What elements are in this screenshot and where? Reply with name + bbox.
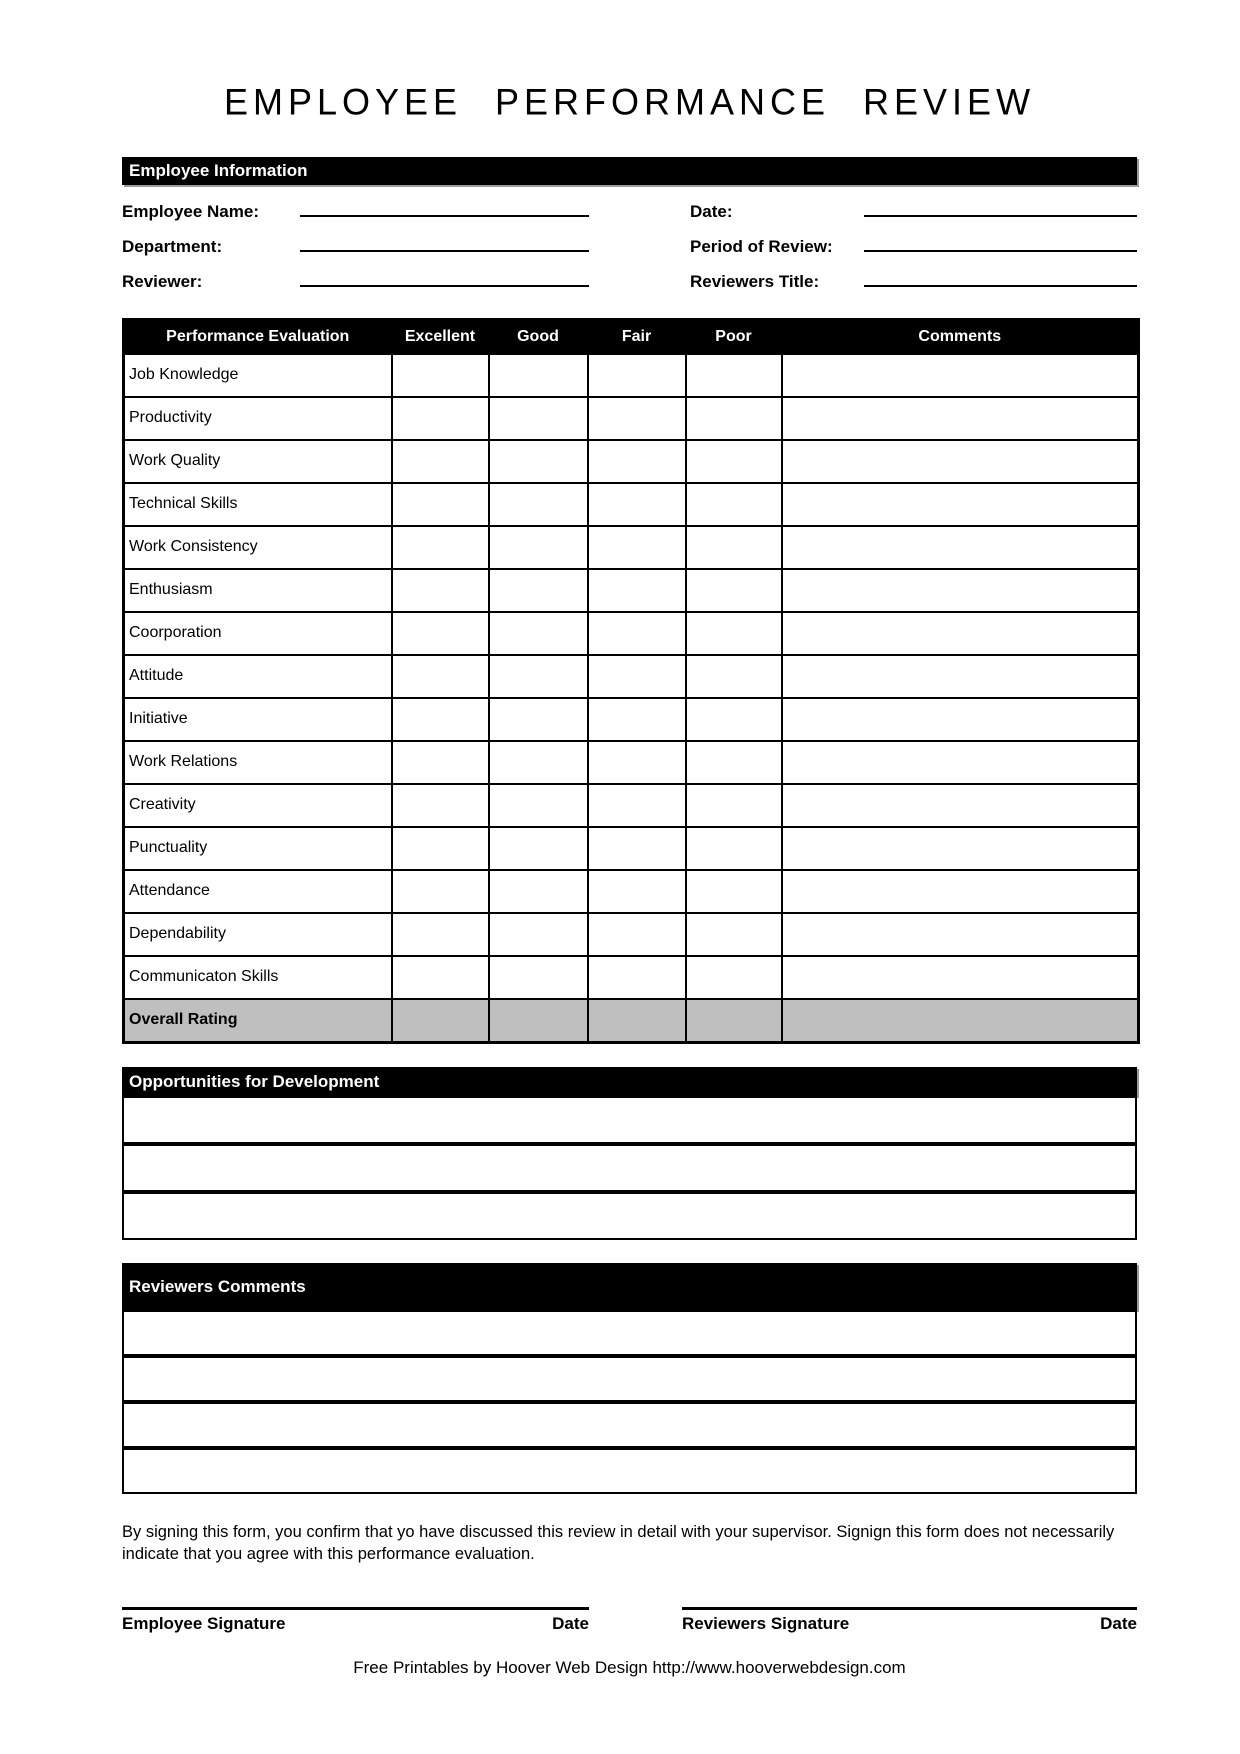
column-header-performance-evaluation: Performance Evaluation xyxy=(124,320,392,354)
row-label: Technical Skills xyxy=(124,483,392,526)
row-label: Creativity xyxy=(124,784,392,827)
comment-cell[interactable] xyxy=(782,655,1139,698)
row-label: Enthusiasm xyxy=(124,569,392,612)
reviewers-title-field xyxy=(690,272,1137,292)
rating-cell-poor[interactable] xyxy=(686,569,782,612)
column-header-poor: Poor xyxy=(686,320,782,354)
comment-cell[interactable] xyxy=(782,612,1139,655)
employee-name-field xyxy=(122,202,589,222)
signature-disclaimer: By signing this form, you confirm that yo have discussed this review in detail with your supervisor. Signign this form does not necessarily indicate that you agree with this performance evaluation. xyxy=(122,1523,1115,1563)
table-row xyxy=(124,483,1139,526)
table-row xyxy=(124,698,1139,741)
rating-cell-excellent[interactable] xyxy=(392,913,489,956)
employee-information-fields xyxy=(122,194,1137,299)
department-label: Department: xyxy=(122,236,223,256)
reviewers-comments-rows xyxy=(122,1310,1137,1494)
rating-cell-fair[interactable] xyxy=(588,440,686,483)
rating-cell-poor[interactable] xyxy=(686,999,782,1043)
table-row xyxy=(124,655,1139,698)
row-label: Coorporation xyxy=(124,612,392,655)
opportunities-header xyxy=(122,1067,1137,1096)
comment-cell[interactable] xyxy=(782,397,1139,440)
reviewer-signature-label: Reviewers Signature xyxy=(682,1614,850,1633)
rating-cell-excellent[interactable] xyxy=(392,397,489,440)
rating-cell-poor[interactable] xyxy=(686,827,782,870)
reviewer-field xyxy=(122,272,589,292)
rating-cell-good[interactable] xyxy=(489,569,588,612)
opportunities-row[interactable] xyxy=(122,1096,1137,1144)
rating-cell-excellent[interactable] xyxy=(392,784,489,827)
table-row xyxy=(124,440,1139,483)
rating-cell-fair[interactable] xyxy=(588,956,686,999)
rating-cell-poor[interactable] xyxy=(686,612,782,655)
column-header-fair: Fair xyxy=(588,320,686,354)
comment-cell[interactable] xyxy=(782,741,1139,784)
row-label: Attitude xyxy=(124,655,392,698)
row-label: Work Quality xyxy=(124,440,392,483)
rating-cell-good[interactable] xyxy=(489,440,588,483)
rating-cell-good[interactable] xyxy=(489,827,588,870)
rating-cell-fair[interactable] xyxy=(588,354,686,397)
period-of-review-line[interactable] xyxy=(864,250,1137,252)
date-label: Date: xyxy=(690,201,733,221)
comment-cell[interactable] xyxy=(782,440,1139,483)
row-label: Job Knowledge xyxy=(124,354,392,397)
department-line[interactable] xyxy=(300,250,589,252)
rating-cell-excellent[interactable] xyxy=(392,655,489,698)
row-label: Dependability xyxy=(124,913,392,956)
reviewer-signature-line[interactable] xyxy=(682,1607,1137,1610)
table-row xyxy=(124,741,1139,784)
rating-cell-fair[interactable] xyxy=(588,741,686,784)
comments-row[interactable] xyxy=(122,1356,1137,1402)
reviewer-signature-date-label: Date xyxy=(1100,1614,1137,1633)
rating-cell-good[interactable] xyxy=(489,397,588,440)
rating-cell-good[interactable] xyxy=(489,483,588,526)
reviewer-signature-block xyxy=(682,1607,1137,1634)
row-label: Work Relations xyxy=(124,741,392,784)
reviewers-title-line[interactable] xyxy=(864,285,1137,287)
rating-cell-excellent[interactable] xyxy=(392,440,489,483)
rating-cell-fair[interactable] xyxy=(588,526,686,569)
field-row xyxy=(122,194,1137,229)
performance-evaluation-table xyxy=(122,318,1140,1044)
rating-cell-fair[interactable] xyxy=(588,655,686,698)
table-row xyxy=(124,827,1139,870)
comment-cell[interactable] xyxy=(782,956,1139,999)
employee-name-line[interactable] xyxy=(300,215,589,217)
rating-cell-poor[interactable] xyxy=(686,526,782,569)
table-row xyxy=(124,397,1139,440)
rating-cell-fair[interactable] xyxy=(588,612,686,655)
column-header-comments: Comments xyxy=(782,320,1139,354)
reviewer-line[interactable] xyxy=(300,285,589,287)
rating-cell-fair[interactable] xyxy=(588,397,686,440)
comment-cell[interactable] xyxy=(782,526,1139,569)
rating-cell-good[interactable] xyxy=(489,956,588,999)
rating-cell-fair[interactable] xyxy=(588,870,686,913)
comment-cell[interactable] xyxy=(782,354,1139,397)
comment-cell[interactable] xyxy=(782,483,1139,526)
rating-cell-excellent[interactable] xyxy=(392,698,489,741)
rating-cell-poor[interactable] xyxy=(686,655,782,698)
opportunities-header-label: Opportunities for Development xyxy=(129,1071,380,1091)
comments-row[interactable] xyxy=(122,1448,1137,1494)
department-field xyxy=(122,237,589,257)
rating-cell-excellent[interactable] xyxy=(392,999,489,1043)
comment-cell[interactable] xyxy=(782,698,1139,741)
period-of-review-label: Period of Review: xyxy=(690,236,833,256)
rating-cell-poor[interactable] xyxy=(686,440,782,483)
row-label: Productivity xyxy=(124,397,392,440)
rating-cell-good[interactable] xyxy=(489,354,588,397)
rating-cell-excellent[interactable] xyxy=(392,612,489,655)
field-row xyxy=(122,229,1137,264)
table-row xyxy=(124,913,1139,956)
rating-cell-excellent[interactable] xyxy=(392,483,489,526)
employee-information-header xyxy=(122,157,1137,185)
rating-cell-excellent[interactable] xyxy=(392,827,489,870)
table-header-row xyxy=(124,320,1139,354)
row-label: Initiative xyxy=(124,698,392,741)
rating-cell-good[interactable] xyxy=(489,526,588,569)
employee-name-label: Employee Name: xyxy=(122,201,259,221)
comment-cell[interactable] xyxy=(782,870,1139,913)
reviewers-title-label: Reviewers Title: xyxy=(690,271,820,291)
field-row xyxy=(122,264,1137,299)
table-row xyxy=(124,612,1139,655)
period-of-review-field xyxy=(690,237,1137,257)
reviewers-comments-header xyxy=(122,1263,1137,1310)
rating-cell-fair[interactable] xyxy=(588,827,686,870)
opportunities-row[interactable] xyxy=(122,1192,1137,1240)
employee-signature-block xyxy=(122,1607,589,1634)
table-row xyxy=(124,569,1139,612)
rating-cell-poor[interactable] xyxy=(686,483,782,526)
rating-cell-excellent[interactable] xyxy=(392,569,489,612)
employee-signature-date-label: Date xyxy=(552,1614,589,1633)
rating-cell-excellent[interactable] xyxy=(392,526,489,569)
reviewers-comments-header-label: Reviewers Comments xyxy=(129,1276,306,1296)
rating-cell-good[interactable] xyxy=(489,698,588,741)
rating-cell-poor[interactable] xyxy=(686,397,782,440)
opportunities-rows xyxy=(122,1096,1137,1240)
rating-cell-good[interactable] xyxy=(489,999,588,1043)
rating-cell-good[interactable] xyxy=(489,870,588,913)
rating-cell-excellent[interactable] xyxy=(392,741,489,784)
date-field xyxy=(690,202,1137,222)
rating-cell-fair[interactable] xyxy=(588,784,686,827)
rating-cell-good[interactable] xyxy=(489,784,588,827)
opportunities-row[interactable] xyxy=(122,1144,1137,1192)
row-label: Attendance xyxy=(124,870,392,913)
comment-cell[interactable] xyxy=(782,784,1139,827)
comment-cell[interactable] xyxy=(782,827,1139,870)
table-row xyxy=(124,526,1139,569)
employee-signature-label: Employee Signature xyxy=(122,1614,286,1633)
signature-section xyxy=(122,1607,1137,1634)
rating-cell-fair[interactable] xyxy=(588,913,686,956)
rating-cell-good[interactable] xyxy=(489,612,588,655)
table-row xyxy=(124,784,1139,827)
column-header-excellent: Excellent xyxy=(392,320,489,354)
date-line[interactable] xyxy=(864,215,1137,217)
comments-row[interactable] xyxy=(122,1402,1137,1448)
rating-cell-good[interactable] xyxy=(489,913,588,956)
rating-cell-good[interactable] xyxy=(489,741,588,784)
form-content xyxy=(122,0,1137,1678)
rating-cell-poor[interactable] xyxy=(686,913,782,956)
rating-cell-excellent[interactable] xyxy=(392,870,489,913)
row-label: Work Consistency xyxy=(124,526,392,569)
overall-rating-row xyxy=(124,999,1139,1043)
rating-cell-excellent[interactable] xyxy=(392,956,489,999)
comment-cell[interactable] xyxy=(782,569,1139,612)
rating-cell-poor[interactable] xyxy=(686,784,782,827)
rating-cell-poor[interactable] xyxy=(686,870,782,913)
rating-cell-poor[interactable] xyxy=(686,354,782,397)
rating-cell-fair[interactable] xyxy=(588,483,686,526)
overall-rating-label: Overall Rating xyxy=(124,999,392,1043)
employee-signature-line[interactable] xyxy=(122,1607,589,1610)
rating-cell-poor[interactable] xyxy=(686,956,782,999)
table-row xyxy=(124,956,1139,999)
row-label: Communicaton Skills xyxy=(124,956,392,999)
employee-information-header-label: Employee Information xyxy=(129,161,308,180)
reviewer-label: Reviewer: xyxy=(122,271,203,291)
comment-cell[interactable] xyxy=(782,913,1139,956)
row-label: Punctuality xyxy=(124,827,392,870)
table-row xyxy=(124,870,1139,913)
footer-credit: Free Printables by Hoover Web Design http://www.hooverwebdesign.com xyxy=(353,1658,906,1677)
table-row xyxy=(124,354,1139,397)
comment-cell[interactable] xyxy=(782,999,1139,1043)
rating-cell-fair[interactable] xyxy=(588,569,686,612)
rating-cell-fair[interactable] xyxy=(588,999,686,1043)
rating-cell-fair[interactable] xyxy=(588,698,686,741)
column-header-good: Good xyxy=(489,320,588,354)
rating-cell-poor[interactable] xyxy=(686,698,782,741)
rating-cell-good[interactable] xyxy=(489,655,588,698)
page-title: EMPLOYEE PERFORMANCE REVIEW xyxy=(223,80,1036,123)
comments-row[interactable] xyxy=(122,1310,1137,1356)
rating-cell-poor[interactable] xyxy=(686,741,782,784)
rating-cell-excellent[interactable] xyxy=(392,354,489,397)
